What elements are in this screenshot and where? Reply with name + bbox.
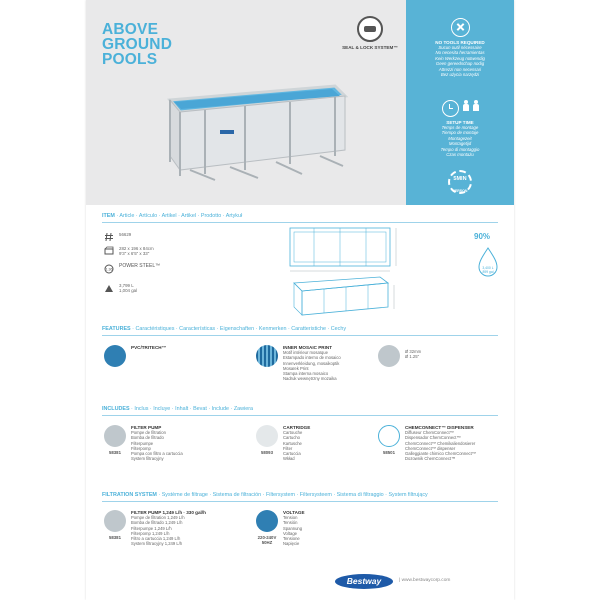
filtration-pump-line: Bomba de filtrado 1,249 L/h [131, 520, 183, 526]
title-line-1: ABOVE [102, 21, 159, 38]
hero-panel [86, 0, 406, 205]
feature-mosaic-line: Estampado interno de mosaico [283, 355, 341, 361]
hash-icon [104, 232, 114, 242]
dimensions-icon [104, 246, 114, 256]
cartridge-line: Wkład [283, 456, 295, 462]
filter-pump-title: FILTER PUMP [131, 425, 162, 430]
setup-time-line: Tiempo de montaje [441, 130, 479, 136]
title-line-2: GROUND [102, 36, 173, 53]
seal-lock-label: SEAL & LOCK SYSTEM™ [342, 45, 398, 50]
features-heading-langs: · Caractéristiques · Características · Eigenschaften · Kenmerken · Caratteristiche · Cechy [130, 326, 347, 332]
include-cartridge [256, 425, 310, 462]
setup-time-badge [448, 170, 472, 194]
chemconnect-line: Diffuseur ChemConnect™ [405, 430, 454, 435]
no-tools-icon [451, 18, 470, 37]
cartridge-line: Cartouche [283, 430, 303, 435]
filtration-pump-line: Filterpomp 1,249 L/h [131, 530, 170, 536]
include-chemconnect [378, 425, 476, 462]
frame-icon [104, 264, 114, 274]
divider [102, 335, 498, 336]
spec-volume [104, 283, 137, 294]
fill-volume-note: 3,400 L 899 gal [482, 266, 494, 274]
filtration-heading-langs: · Système de filtrage · Sistema de filtración · Filtersystem · Filtersysteem · Sistema di filtraggio · System filtrujący [156, 492, 428, 498]
spec-dimensions [104, 246, 154, 257]
volume-gallons: 1,004 gal [119, 288, 138, 294]
includes-heading-langs: · Inclus · Incluye · Inhalt · Bevat · Include · Zawiera [129, 406, 253, 412]
filtration-pump-title: FILTER PUMP 1,249 L/h · 330 gal/h [131, 510, 206, 515]
filter-pump-line: Pompa con filtro a cartuccia [131, 451, 183, 457]
cartridge-title: CARTRIDGE [283, 425, 311, 430]
spec-sheet [86, 0, 514, 600]
filter-pump-icon [104, 425, 126, 447]
setup-time-line: Czas montażu [446, 152, 474, 158]
filtration-pump [104, 510, 206, 547]
volume-icon [104, 283, 114, 293]
setup-time-line: Montagezeit [448, 135, 472, 141]
pvc-material-icon [104, 345, 126, 367]
voltage-line: Tensione [283, 536, 300, 542]
includes-heading [102, 406, 253, 412]
chemconnect-icon [378, 425, 400, 447]
chemconnect-title: CHEMCONNECT™ DISPENSER [405, 425, 474, 430]
feature-mosaic-line: Motif intérieur mosaïque [283, 350, 328, 355]
voltage-plug-icon [256, 510, 278, 532]
setup-people-icons [406, 100, 514, 117]
filtration-pump-line: System filtracyjny 1,249 L/h [131, 541, 183, 547]
voltage-line: Spannung [283, 525, 303, 531]
cartridge-line: Filter [283, 445, 293, 451]
filter-pump-line: System filtracyjny [131, 456, 164, 462]
filter-pump-line: Filterpomp [131, 445, 151, 451]
cartridge-line: Cartucho [283, 435, 300, 441]
seal-lock-icon [357, 16, 383, 42]
voltage-line: Napięcie [283, 541, 300, 547]
chemconnect-line: Galleggiante chimico ChemConnect™ [405, 451, 476, 457]
filter-pump-line: Pompe de filtration [131, 430, 166, 435]
voltage-title: VOLTAGE [283, 510, 305, 515]
no-tools-line: Geen gereedschap nodig [435, 61, 485, 67]
voltage-line: Tensión [283, 520, 298, 526]
feature-mosaic-line: Mosaïek Print [283, 365, 309, 371]
filtration-voltage [256, 510, 305, 547]
no-tools-line: No necesita herramientas [435, 50, 485, 56]
features-heading-main: FEATURES [102, 326, 131, 332]
seal-lock-badge [335, 16, 405, 50]
spec-model [104, 232, 131, 242]
website-link[interactable]: | www.bestwaycorp.com [399, 578, 451, 583]
voltage-line: Tension [283, 515, 298, 520]
includes-heading-main: INCLUDES [102, 406, 130, 412]
person-icon [463, 100, 469, 111]
voltage-range: 220-240V [257, 535, 277, 540]
dimension-drawing [284, 225, 404, 320]
setup-time-line: Temps de montage [441, 125, 479, 130]
feature-pvc-title: PVC/TRITECH™ [131, 345, 167, 350]
divider [102, 501, 498, 502]
info-sidebar [406, 0, 514, 205]
feature-pvc [104, 345, 166, 367]
feature-connector [378, 345, 421, 367]
chemconnect-code: 58501 [383, 450, 395, 455]
dimensions-metric: 282 x 196 x 84cm [119, 246, 154, 251]
fill-percentage: 90% [474, 232, 491, 241]
feature-mosaic-line: Innenverkleidung, mosaikoptik [283, 360, 340, 366]
include-filter-pump [104, 425, 183, 462]
filter-pump-code: 58381 [109, 450, 121, 455]
voltage-frequency: 50HZ [261, 540, 273, 545]
hose-connector-icon [378, 345, 400, 367]
model-number: 56629 [119, 232, 132, 237]
spec-frame [104, 264, 160, 274]
feature-mosaic-title: INNER MOSAIC PRINT [283, 345, 333, 350]
setup-time-unit: PERSON [452, 189, 468, 193]
no-tools-line: Kein Werkzeug notwendig [435, 55, 485, 61]
bestway-logo: Bestway [335, 574, 393, 589]
clock-icon [442, 100, 459, 117]
item-heading-langs: · Article · Artículo · Artikel · Artikel · Prodotto · Artykuł [114, 213, 243, 219]
feature-mosaic-line: Stampa interna mosaico [283, 371, 329, 377]
setup-time-line: Montagetijd [448, 141, 472, 147]
volume-liters: 3,799 L [119, 283, 134, 288]
frame-type: POWER STEEL™ [119, 263, 161, 269]
chemconnect-line: Dispensador ChemConnect™ [405, 435, 461, 441]
divider [102, 222, 498, 223]
mosaic-print-icon [256, 345, 278, 367]
chemconnect-line: ChemConnect™ dispenser [405, 445, 456, 451]
chemconnect-line: Dozownik ChemConnect™ [405, 456, 456, 462]
features-heading [102, 326, 346, 332]
person-icon [473, 100, 479, 111]
no-tools-line: Attrezzi non necessari [438, 66, 482, 72]
cartridge-code: 58093 [261, 450, 273, 455]
filtration-heading [102, 492, 428, 498]
filter-pump-line: Filterpumpe [131, 440, 154, 446]
feature-mosaic-line: Nadruk wewnętrzny mozaika [283, 376, 337, 382]
filtration-pump-line: Filtro a cartuccia 1,249 L/h [131, 536, 181, 542]
dimensions-imperial: 9'3" x 6'5" x 33" [119, 251, 150, 257]
item-heading [102, 213, 242, 219]
filtration-pump-line: Pompe de filtration 1,249 L/h [131, 515, 185, 520]
no-tools-line: Sucun outil nécessaire [438, 45, 482, 50]
no-tools-title: NO TOOLS REQUIRED [435, 40, 485, 45]
item-heading-main: ITEM [102, 213, 115, 219]
connector-size-imperial: Ø 1.25" [405, 354, 420, 360]
feature-mosaic [256, 345, 341, 382]
chemconnect-line: ChemConnect™ Chemikaliendosierer [405, 440, 476, 446]
no-tools-line: Bez użycia narzędzi [440, 72, 480, 78]
divider [102, 415, 498, 416]
svg-text:1.36: 1.36 [105, 267, 113, 272]
setup-time-value: 5MIN [453, 176, 467, 182]
filtration-pump-code: 58381 [109, 535, 121, 540]
filter-pump-line: Bomba de filtrado [131, 435, 164, 441]
title-line-3: POOLS [102, 51, 158, 68]
setup-time-title: SETUP TIME [446, 120, 474, 125]
voltage-line: Voltage [283, 530, 297, 536]
filtration-heading-main: FILTRATION SYSTEM [102, 492, 157, 498]
cartridge-icon [256, 425, 278, 447]
pool-illustration [150, 78, 350, 198]
filter-pump-icon [104, 510, 126, 532]
connector-size-metric: Ø 32mm [405, 349, 422, 354]
page-title [102, 22, 222, 67]
cartridge-line: Kartusche [283, 440, 302, 446]
cartridge-line: Cartuccia [283, 451, 301, 457]
filtration-pump-line: Filterpumpe 1,249 L/h [131, 525, 172, 531]
setup-time-line: Tempo di montaggio [440, 146, 480, 152]
